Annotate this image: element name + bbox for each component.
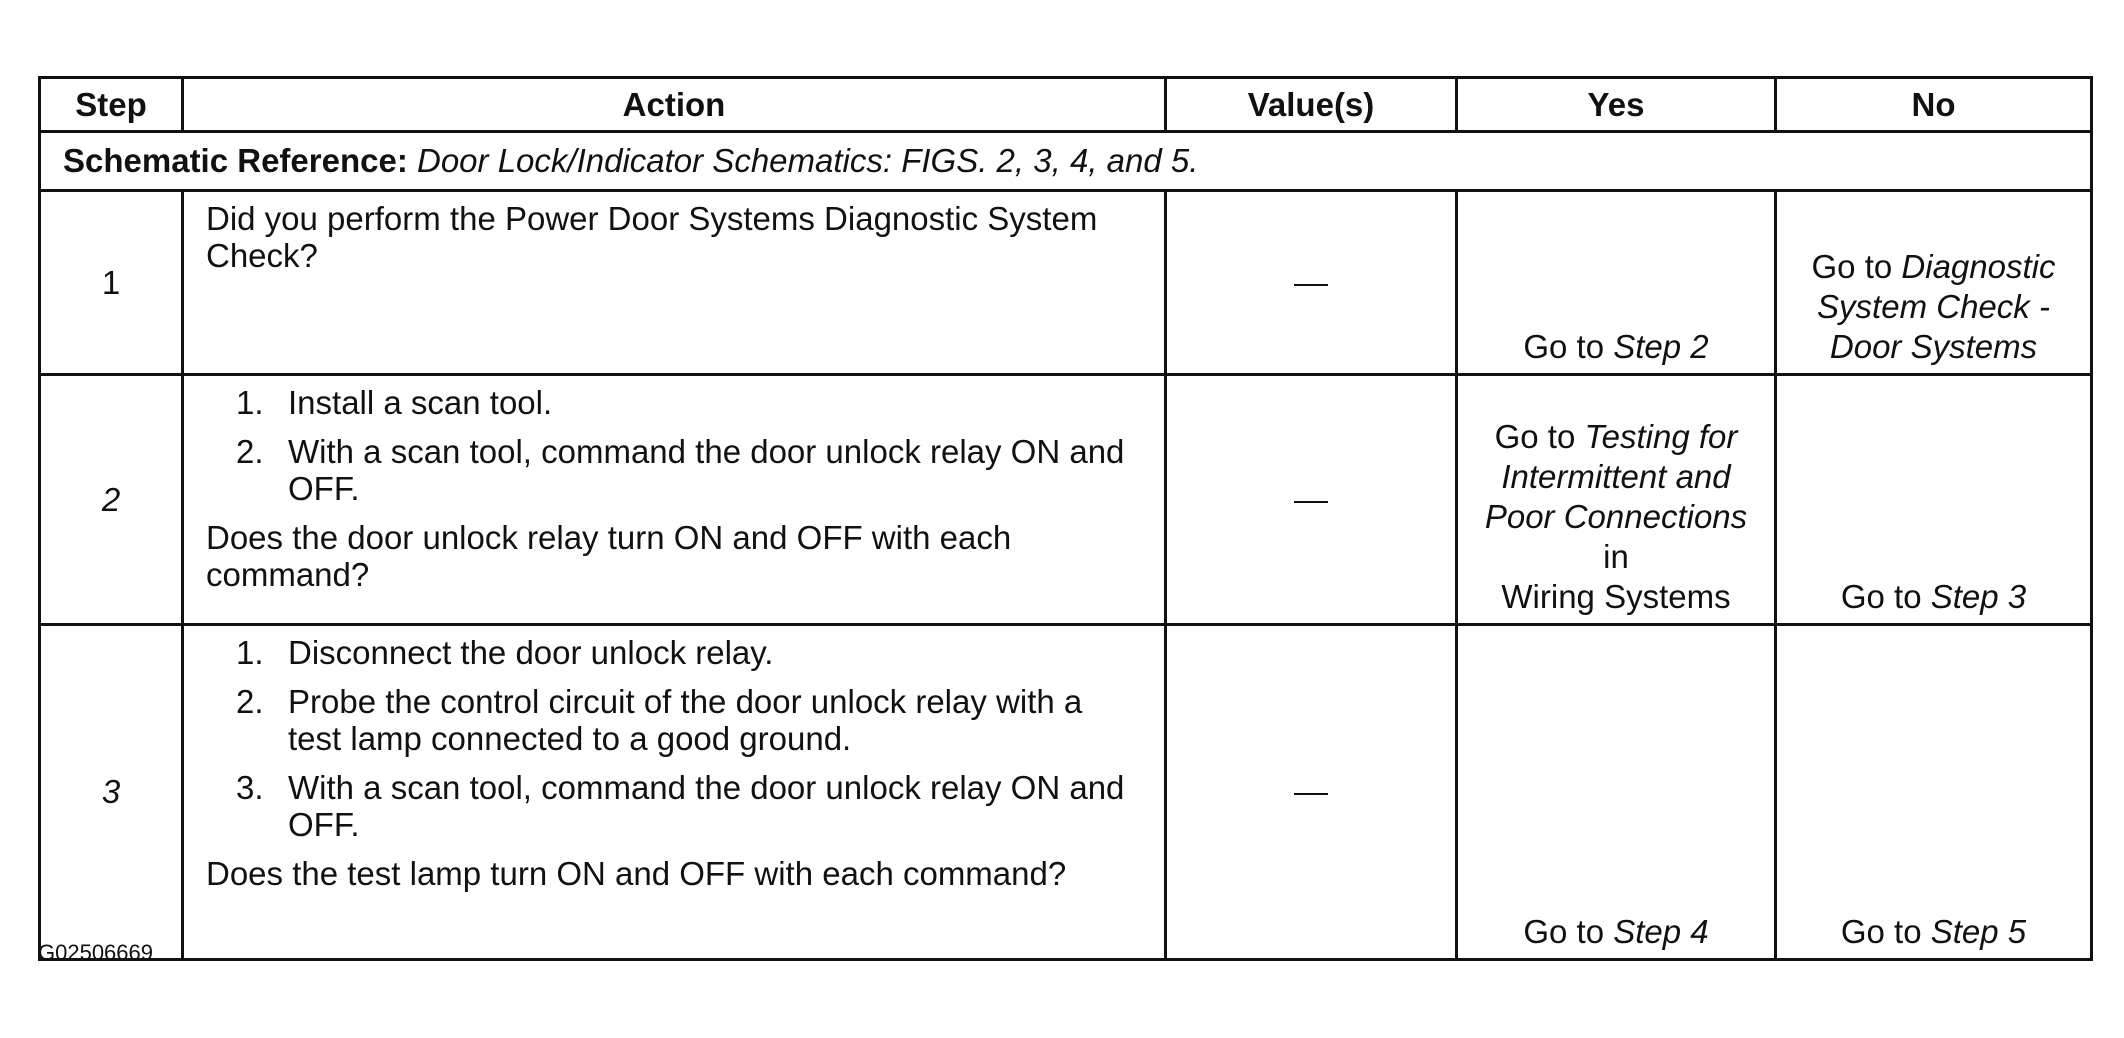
value-dash: [1294, 501, 1328, 503]
list-number: 1.: [236, 634, 264, 671]
list-text: With a scan tool, command the door unlock relay ON and OFF.: [288, 433, 1125, 507]
yes-tail: Wiring Systems: [1501, 578, 1731, 615]
action-text: Did you perform the Power Door Systems Diagnostic System Check?: [206, 200, 1098, 274]
no-cell: [1776, 625, 2092, 960]
value-dash: [1294, 284, 1328, 286]
yes-cell: [1457, 375, 1776, 625]
no-prefix: Go to: [1840, 578, 1922, 615]
schematic-figs: FIGS. 2, 3, 4, and 5.: [901, 142, 1199, 179]
yes-cell: [1457, 625, 1776, 960]
no-prefix: Go to: [1840, 913, 1922, 950]
list-text: Probe the control circuit of the door unlock relay with a test lamp connected to a good ground.: [288, 683, 1083, 757]
action-cell: [183, 191, 1166, 375]
yes-link-line-2[interactable]: Intermittent and: [1501, 458, 1731, 495]
value-cell: [1166, 191, 1457, 375]
step-number: 3: [40, 625, 183, 960]
diagnostic-table-container: [38, 76, 2090, 961]
list-text: Install a scan tool.: [288, 384, 553, 421]
no-target: Step 5: [1930, 913, 2027, 950]
yes-link-line-3[interactable]: Poor Connections: [1484, 498, 1748, 535]
list-item: [206, 433, 1140, 507]
action-steps-list: [206, 634, 1140, 843]
diagnostic-table: [38, 76, 2093, 961]
no-link-line-3[interactable]: Door Systems: [1829, 328, 2038, 365]
schematic-label: Schematic Reference:: [63, 142, 408, 179]
no-target-1: Diagnostic: [1901, 248, 2056, 285]
no-link-line-1[interactable]: [1777, 247, 2090, 287]
step-number: 2: [40, 375, 183, 625]
yes-prefix: Go to: [1523, 328, 1605, 365]
list-item: [206, 384, 1140, 421]
action-question: Does the door unlock relay turn ON and OFF with each command?: [206, 519, 1012, 593]
figure-id: G02506669: [38, 940, 153, 965]
no-link-line-2[interactable]: System Check -: [1817, 288, 2050, 325]
yes-target: Step 4: [1613, 913, 1709, 950]
no-link[interactable]: [1777, 912, 2090, 952]
list-number: 2.: [236, 683, 264, 720]
yes-link[interactable]: [1458, 327, 1774, 367]
yes-link-line-1[interactable]: [1458, 417, 1774, 457]
yes-prefix: Go to: [1494, 418, 1576, 455]
list-item: [206, 683, 1140, 757]
list-number: 2.: [236, 433, 264, 470]
yes-cell: [1457, 191, 1776, 375]
step-number: 1: [40, 191, 183, 375]
table-row: [40, 625, 2092, 960]
yes-target-1: Testing for: [1584, 418, 1738, 455]
schematic-row: [40, 132, 2092, 191]
no-link[interactable]: [1777, 577, 2090, 617]
yes-prefix: Go to: [1523, 913, 1605, 950]
value-cell: [1166, 375, 1457, 625]
list-number: 3.: [236, 769, 264, 806]
header-no: No: [1776, 78, 2092, 132]
header-yes: Yes: [1457, 78, 1776, 132]
yes-link[interactable]: [1458, 912, 1774, 952]
yes-target: Step 2: [1613, 328, 1709, 365]
list-text: With a scan tool, command the door unlock relay ON and OFF.: [288, 769, 1125, 843]
value-cell: [1166, 625, 1457, 960]
table-row: [40, 375, 2092, 625]
list-number: 1.: [236, 384, 264, 421]
action-steps-list: [206, 384, 1140, 507]
schematic-ref: Door Lock/Indicator Schematics:: [417, 142, 893, 179]
value-dash: [1294, 793, 1328, 795]
list-text: Disconnect the door unlock relay.: [288, 634, 774, 671]
header-values: Value(s): [1166, 78, 1457, 132]
list-item: [206, 634, 1140, 671]
table-row: [40, 191, 2092, 375]
no-target: Step 3: [1930, 578, 2027, 615]
header-action: Action: [183, 78, 1166, 132]
list-item: [206, 769, 1140, 843]
action-cell: [183, 625, 1166, 960]
no-cell: [1776, 375, 2092, 625]
action-cell: [183, 375, 1166, 625]
schematic-reference: [40, 132, 2092, 191]
header-row: [40, 78, 2092, 132]
no-cell: [1776, 191, 2092, 375]
header-step: Step: [40, 78, 183, 132]
action-question: Does the test lamp turn ON and OFF with each command?: [206, 855, 1067, 892]
no-prefix: Go to: [1811, 248, 1893, 285]
yes-in: in: [1603, 538, 1629, 575]
